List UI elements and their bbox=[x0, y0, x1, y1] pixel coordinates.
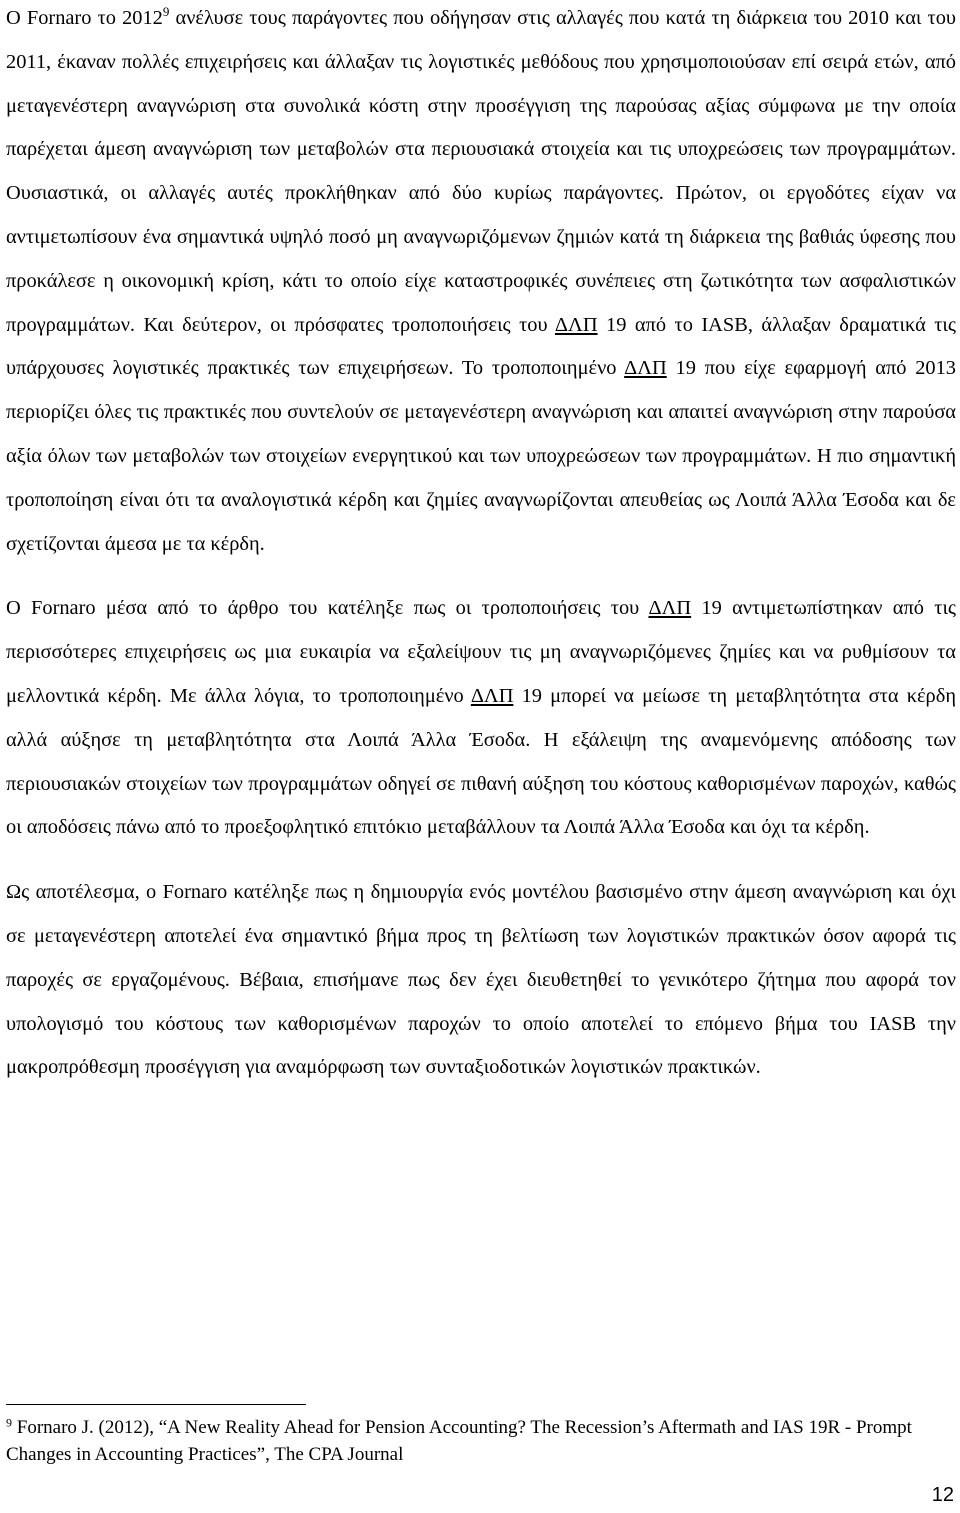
ias-abbreviation: ΔΛΠ bbox=[554, 313, 598, 336]
paragraph-3-text: Ως αποτέλεσμα, ο Fornaro κατέληξε πως η δημιουργία ενός μοντέλου βασισμένο στην άμεση αναγνώριση και όχι σε μεταγενέστερη αποτελεί ένα σημαντικό βήμα προς τη βελτίωση των λογιστικών πρακτικών όσον αφορά τις παροχές σε εργαζομένους. Βέβαια, επισήμανε πως δεν έχει διευθετηθεί το γενικότερο ζήτημα που αφορά τον υπολογισμό του κόστους των καθορισμένων παροχών το οποίο αποτελεί το επόμενο βήμα του IASB την μακροπρόθεσμη προσέγγιση για αναμόρφωση των συνταξιοδοτικών λογιστικών πρακτικών. bbox=[6, 881, 956, 1079]
footnote-number: 9 bbox=[6, 1415, 12, 1430]
footnote-text: Fornaro J. (2012), “A New Reality Ahead for Pension Accounting? The Recession’s Aftermath and IAS 19R - Prompt Changes in Accounting Practices”, The CPA Journal bbox=[6, 1417, 912, 1465]
paragraph-2-text-c: 19 μπορεί να μείωσε τη μεταβλητότητα στα κέρδη αλλά αύξησε τη μεταβλητότητα στα Λοιπά Άλλα Έσοδα. Η εξάλειψη της αναμενόμενης απόδοσης των περιουσιακών στοιχείων των προγραμμάτων οδηγεί σε πιθανή αύξηση του κόστους καθορισμένων παροχών, καθώς οι αποδόσεις πάνω από το προεξοφλητικό επιτόκιο μεταβάλλουν τα Λοιπά Άλλα Έσοδα και όχι τα κέρδη. bbox=[6, 684, 956, 839]
footnote-divider bbox=[6, 1404, 306, 1405]
ias-abbreviation: ΔΛΠ bbox=[648, 597, 692, 620]
ias-abbreviation: ΔΛΠ bbox=[624, 357, 667, 380]
footnote bbox=[6, 1414, 956, 1468]
page-number: 12 bbox=[931, 1484, 954, 1506]
paragraph-1-text-c: 19 από το IASB, άλλαξαν δραματικά τις υπάρχουσες λογιστικές πρακτικές των επιχειρήσεων. Το τροποποιημένο bbox=[6, 313, 956, 380]
paragraph-1-text-b: ανέλυσε τους παράγοντες που οδήγησαν στις αλλαγές που κατά τη διάρκεια του 2010 και του 2011, έκαναν πολλές επιχειρήσεις και άλλαξαν τις λογιστικές μεθόδους που χρησιμοποιούσαν επί σειρά ετών, από μεταγενέστερη αναγνώριση στα συνολικά κόστη στην προσέγγιση της παρούσας αξίας σύμφωνα με την οποία παρέχεται άμεση αναγνώριση των μεταβολών στα περιουσιακά στοιχεία και τις υποχρεώσεις των προγραμμάτων. Ουσιαστικά, οι αλλαγές αυτές προκλήθηκαν από δύο κυρίως παράγοντες. Πρώτον, οι εργοδότες είχαν να αντιμετωπίσουν ένα σημαντικά υψηλό ποσό μη αναγνωριζόμενων ζημιών κατά τη διάρκεια της βαθιάς ύφεσης που προκάλεσε η οικονομική κρίση, κάτι το οποίο είχε καταστροφικές συνέπειες στη ζωτικότητα των ασφαλιστικών προγραμμάτων. Και δεύτερον, οι πρόσφατες τροποποιήσεις του bbox=[6, 7, 956, 336]
paragraph-1 bbox=[6, 0, 956, 566]
document-body bbox=[6, 0, 956, 1090]
paragraph-3 bbox=[6, 871, 956, 1090]
paragraph-2-text-b: 19 αντιμετωπίστηκαν από τις περισσότερες επιχειρήσεις ως μια ευκαιρία να εξαλείψουν τις μη αναγνωριζόμενες ζημίες και να ρυθμίσουν τα μελλοντικά κέρδη. Με άλλα λόγια, το τροποποιημένο bbox=[6, 597, 957, 707]
footnote-reference[interactable]: 9 bbox=[162, 4, 170, 20]
paragraph-2 bbox=[6, 587, 956, 850]
paragraph-2-text-a: Ο Fornaro μέσα από το άρθρο του κατέληξε πως οι τροποποιήσεις του bbox=[6, 597, 649, 620]
paragraph-1-text-d: 19 που είχε εφαρμογή από 2013 περιορίζει όλες τις πρακτικές που συντελούν σε μεταγενέστερη αναγνώριση και απαιτεί αναγνώριση στην παρούσα αξία όλων των μεταβολών των στοιχείων ενεργητικού και των υποχρεώσεων των προγραμμάτων. Η πιο σημαντική τροποποίηση είναι ότι τα αναλογιστικά κέρδη και ζημίες αναγνωρίζονται απευθείας ως Λοιπά Άλλα Έσοδα και δε σχετίζονται άμεσα με τα κέρδη. bbox=[6, 357, 956, 555]
paragraph-1-text-a: Ο Fornaro το 2012 bbox=[6, 7, 163, 29]
ias-abbreviation: ΔΛΠ bbox=[470, 684, 514, 707]
